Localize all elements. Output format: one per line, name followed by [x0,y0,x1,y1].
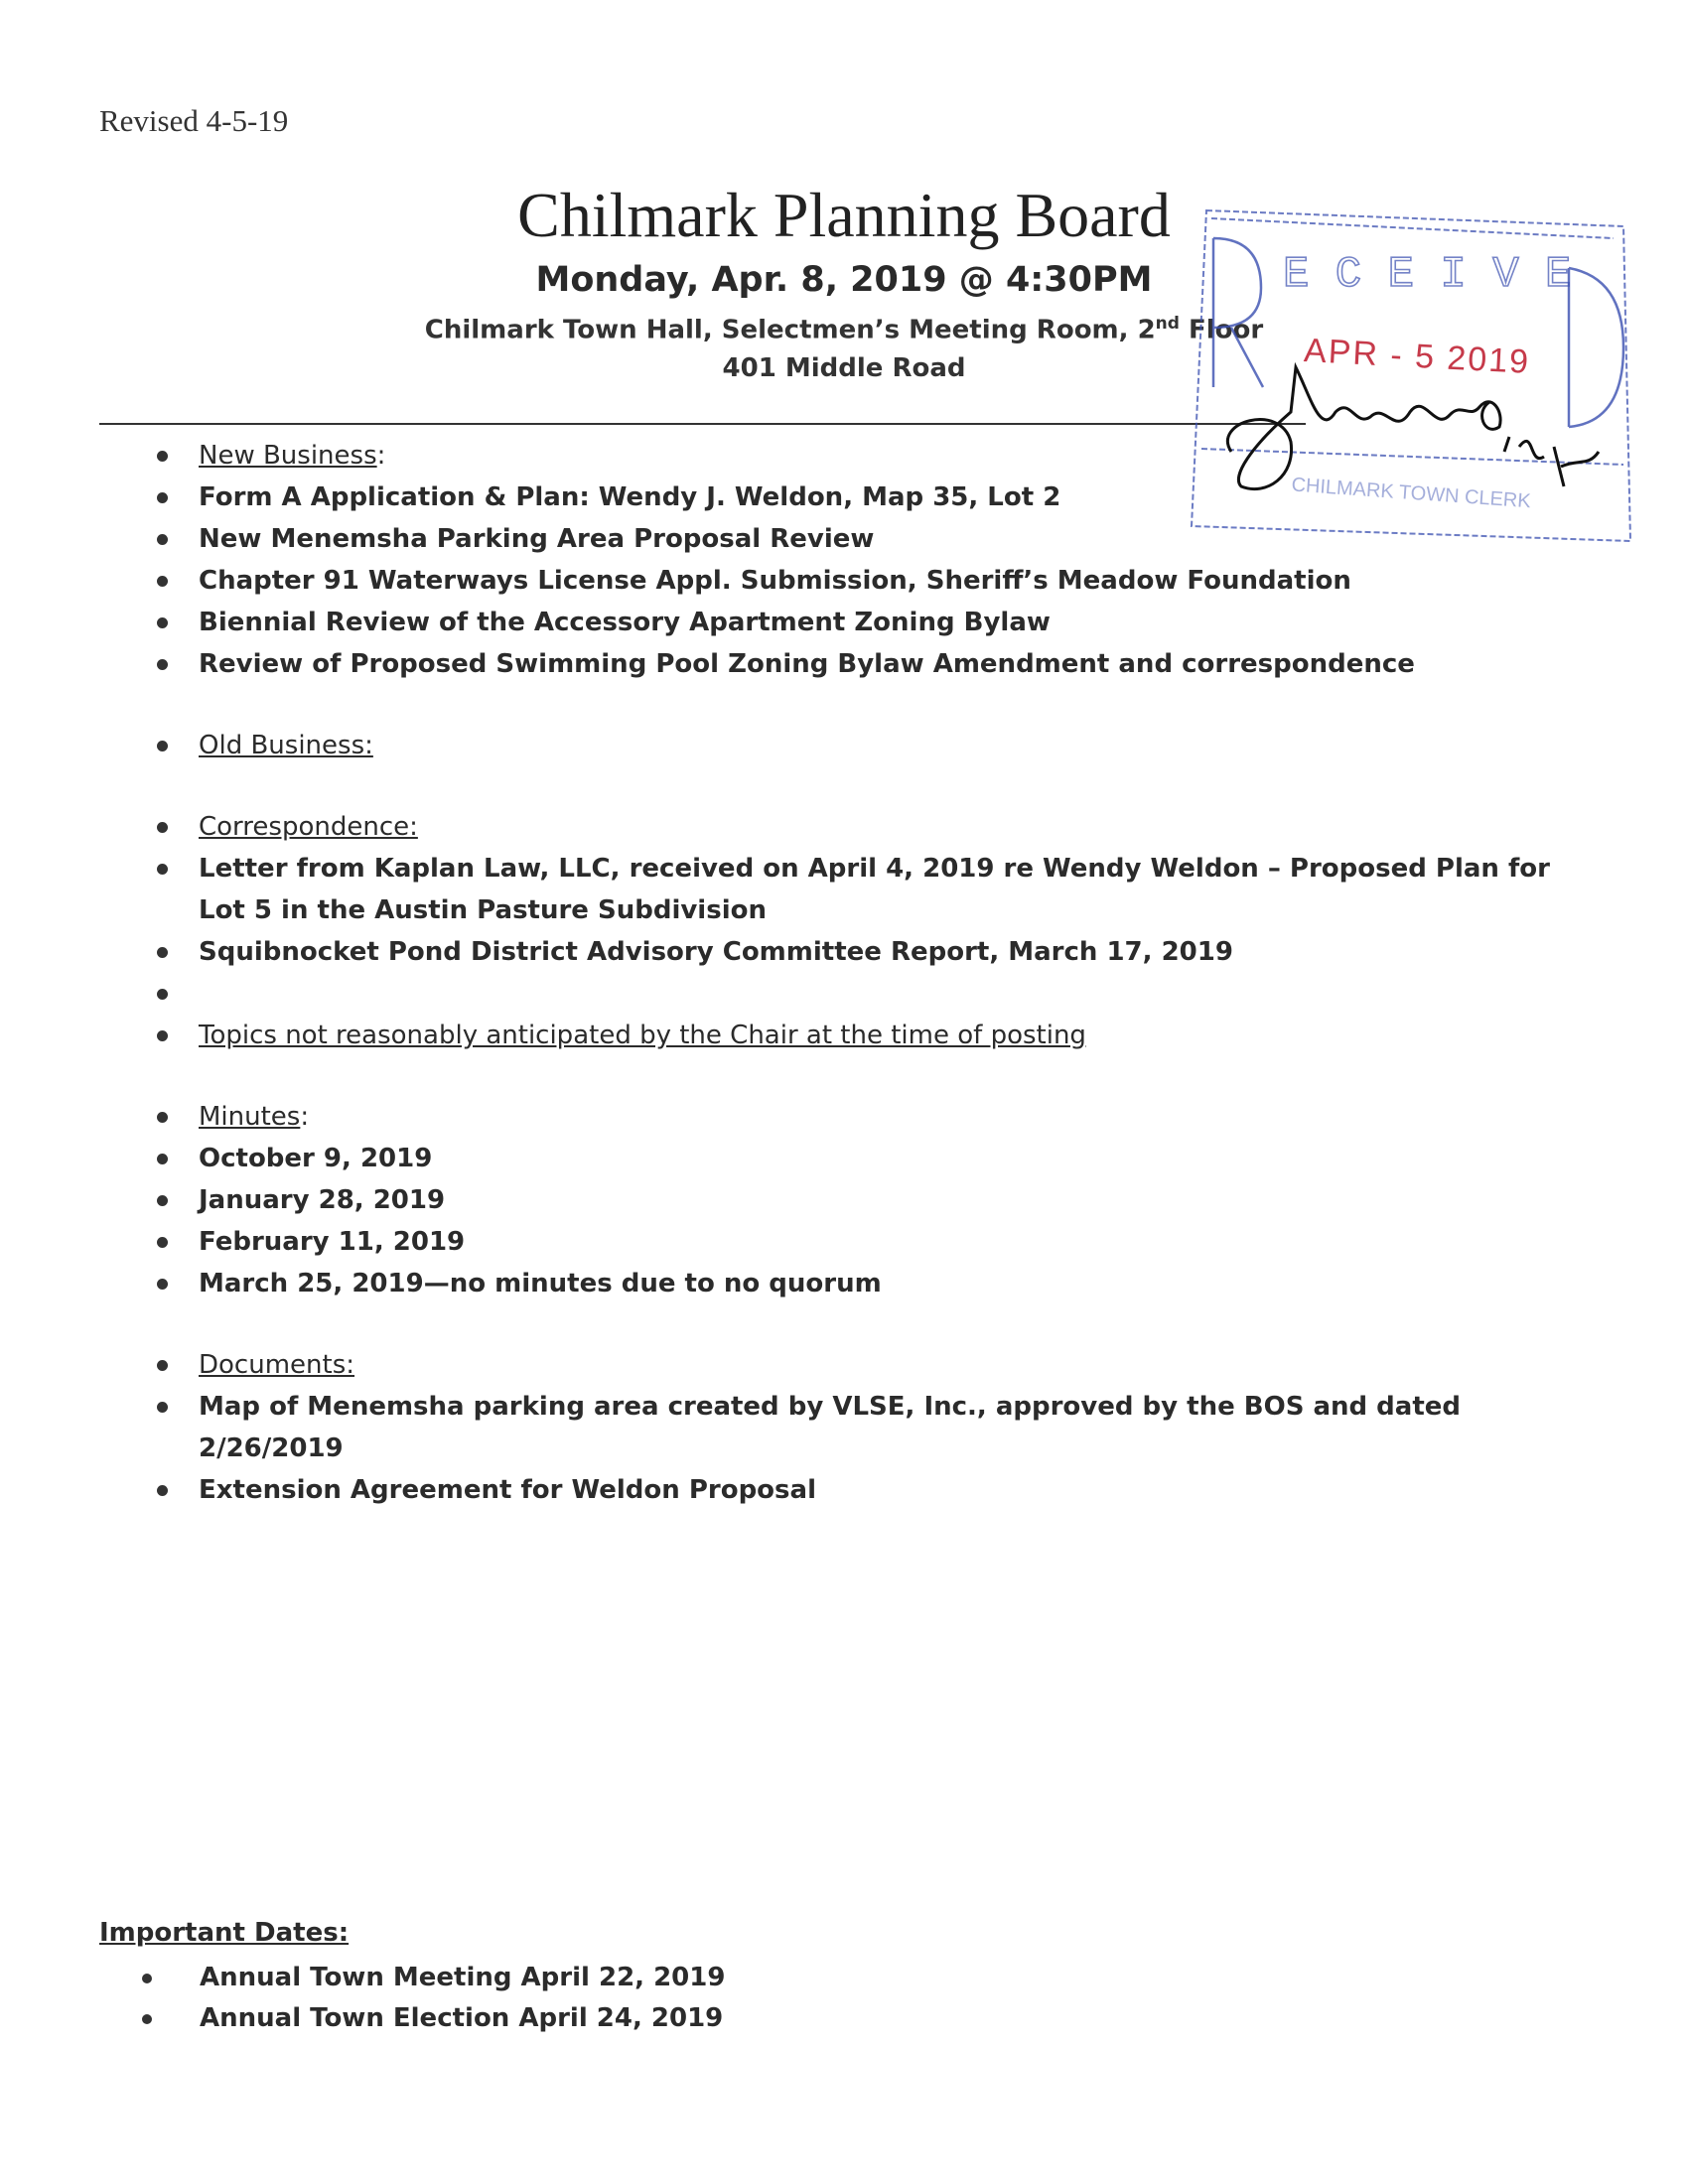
agenda-item [0,1138,1589,1179]
bullet-icon [157,864,168,875]
bullet-icon [157,492,168,503]
important-date-item [0,1998,725,2039]
revised-note: Revised 4-5-19 [99,103,289,138]
bullet-icon [157,1237,168,1248]
agenda-item-text: New Menemsha Parking Area Proposal Review [199,524,875,554]
meeting-date-time: Monday, Apr. 8, 2019 @ 4:30PM [535,260,1153,300]
agenda-heading-documents [0,1344,1589,1386]
agenda-item [0,560,1589,602]
agenda-item [0,1179,1589,1221]
location-ordinal: nd [1155,314,1180,334]
agenda-item [0,1221,1589,1263]
bullet-icon [157,451,168,462]
bullet-icon [157,1112,168,1123]
agenda-heading-old-business [0,725,1589,766]
bullet-icon [157,1195,168,1206]
bullet-icon [157,989,168,1000]
svg-text:CHILMARK TOWN CLERK: CHILMARK TOWN CLERK [1290,474,1532,513]
agenda-item-text: Letter from Kaplan Law, LLC, received on April 4, 2019 re Wendy Weldon – Proposed Plan for Lot 5 in the Austin Pasture Subdivision [199,854,1550,925]
agenda-item-text: March 25, 2019—no minutes due to no quorum [199,1269,882,1298]
stamp-letter: E C E I V E [1283,250,1572,300]
agenda-item-text: October 9, 2019 [199,1144,433,1173]
agenda-heading-new-business: New Business: [0,435,1589,477]
location-floor: Floor [1179,315,1264,345]
header-divider [99,423,1306,425]
bullet-icon [157,576,168,587]
section-heading: New Business [199,441,377,471]
bullet-icon [157,947,168,958]
agenda-item-text: Biennial Review of the Accessory Apartment Zoning Bylaw [199,608,1051,637]
agenda-item [0,1469,1589,1511]
important-date-text: Annual Town Meeting April 22, 2019 [200,1963,726,1992]
agenda-item [0,931,1589,973]
bullet-icon [157,1402,168,1413]
bullet-icon [157,1154,168,1164]
stamp-date: APR - 5 2019 [1303,332,1531,381]
agenda-item-empty [0,973,1589,1015]
agenda-item-text: Review of Proposed Swimming Pool Zoning Bylaw Amendment and correspondence [199,649,1415,679]
important-date-text: Annual Town Election April 24, 2019 [200,2003,724,2033]
board-title: Chilmark Planning Board [517,180,1171,250]
agenda-item-text: Chapter 91 Waterways License Appl. Submission, Sheriff’s Meadow Foundation [199,566,1351,596]
bullet-icon [157,1279,168,1290]
bullet-icon [157,822,168,833]
section-heading: Old Business: [199,731,373,760]
bullet-icon [157,1485,168,1496]
agenda-item [0,602,1589,643]
agenda-item-text: Form A Application & Plan: Wendy J. Weldon, Map 35, Lot 2 [199,482,1061,512]
section-heading: Topics not reasonably anticipated by the Chair at the time of posting [199,1021,1086,1050]
agenda-heading-correspondence [0,806,1589,848]
bullet-icon [157,1360,168,1371]
agenda-item [0,1263,1589,1304]
agenda-item-text: Extension Agreement for Weldon Proposal [199,1475,816,1505]
bullet-icon [157,617,168,628]
received-stamp [1172,199,1638,556]
agenda-item-text: January 28, 2019 [199,1185,446,1215]
section-heading: Correspondence: [199,812,418,842]
bullet-icon [157,741,168,751]
bullet-icon [142,2014,152,2024]
agenda-list [0,435,1688,1511]
section-heading: Minutes [199,1102,301,1132]
agenda-item-text: Map of Menemsha parking area created by VLSE, Inc., approved by the BOS and dated 2/26/2019 [199,1392,1462,1463]
agenda-item [0,1386,1589,1469]
agenda-item [0,848,1589,931]
section-heading: Documents: [199,1350,355,1380]
bullet-icon [157,659,168,670]
agenda-heading-minutes: Minutes: [0,1096,1589,1138]
agenda-item [0,643,1589,685]
agenda-item-text: February 11, 2019 [199,1227,466,1257]
important-dates-title: Important Dates: [99,1918,350,1948]
signature-icon [1227,367,1500,489]
bullet-icon [157,1030,168,1041]
bullet-icon [142,1974,152,1983]
bullet-icon [157,534,168,545]
important-date-item [0,1958,725,1998]
agenda-heading-topics [0,1015,1589,1056]
agenda-item-text: Squibnocket Pond District Advisory Committee Report, March 17, 2019 [199,937,1233,967]
meeting-address: 401 Middle Road [722,353,966,383]
important-dates-list [0,1958,725,2039]
location-text: Chilmark Town Hall, Selectmen’s Meeting Room, 2 [424,315,1156,345]
